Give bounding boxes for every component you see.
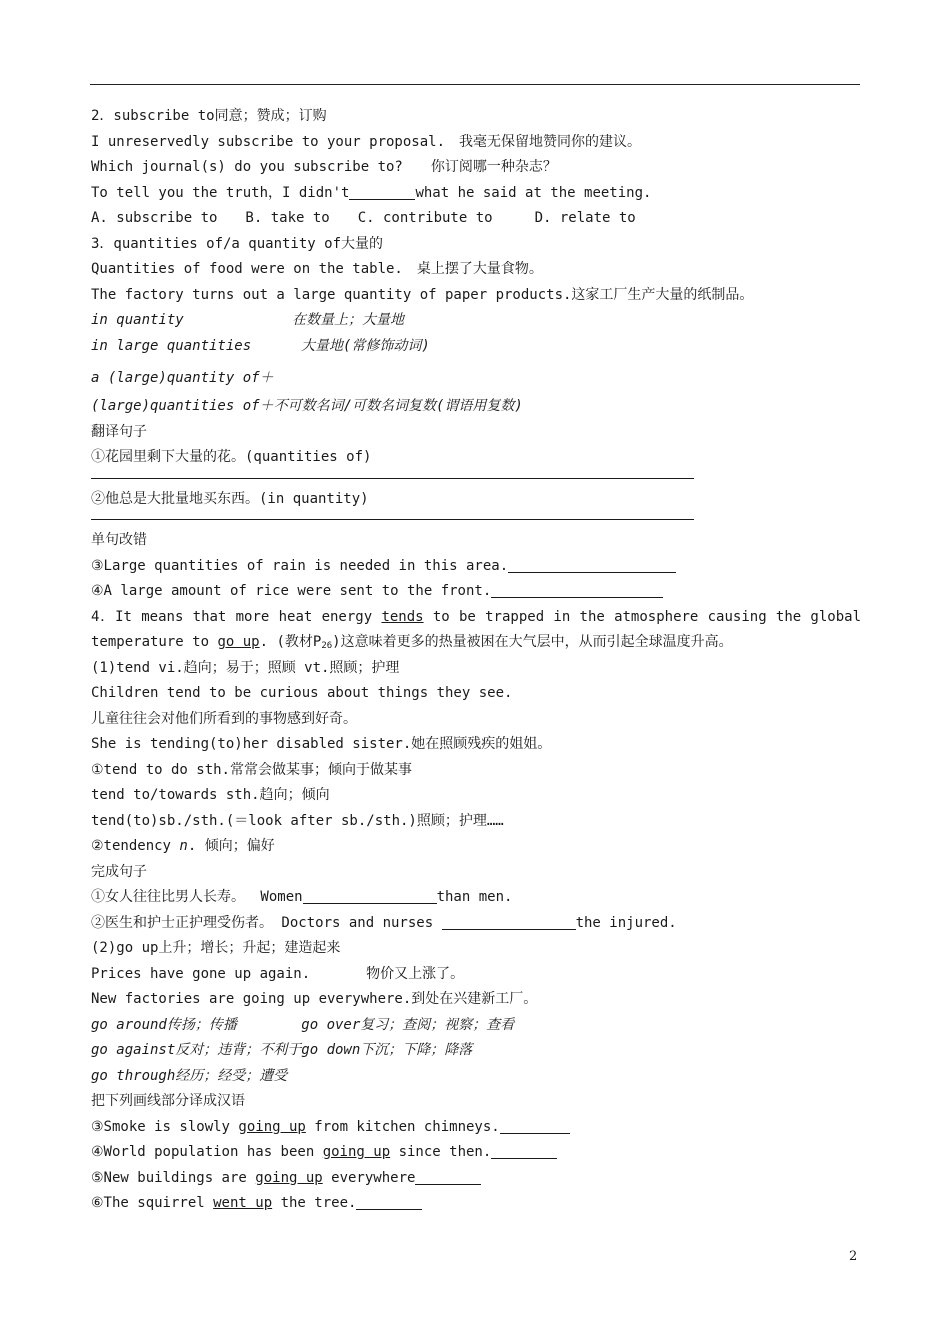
- translation-question: ④World population has been going up since then.: [91, 1140, 861, 1166]
- example-sentence: New factories are going up everywhere.到处在兴建新工厂。: [91, 991, 538, 1007]
- underlined-word: go up: [217, 634, 260, 650]
- example-sentence: Children tend to be curious about things they see.: [91, 685, 513, 701]
- answer-blank[interactable]: [508, 557, 676, 573]
- exercise-options: A. subscribe to B. take to C. contribute to D. relate to: [91, 210, 636, 226]
- usage-pattern: (large)quantities of＋不可数名词/可数名词复数(谓语用复数): [91, 398, 523, 414]
- translation-question: ⑤New buildings are going up everywhere: [91, 1166, 861, 1192]
- underlined-phrase: going up: [238, 1118, 306, 1135]
- exercise-question: To tell you the truth，I didn't what he said at the meeting.: [91, 184, 652, 201]
- word-definition: (1)tend vi.趋向；易于；照顾 vt.照顾；护理: [91, 659, 400, 676]
- completion-question: ①女人往往比男人长寿。 Women than men.: [91, 889, 513, 905]
- exercise-title: 把下列画线部分译成汉语: [91, 1093, 245, 1109]
- underlined-word: tends: [381, 608, 424, 625]
- exercise-title: 翻译句子: [91, 423, 147, 440]
- translation-question: ①花园里剩下大量的花。(quantities of): [91, 449, 372, 465]
- underlined-phrase: went up: [213, 1195, 273, 1211]
- example-sentence: The factory turns out a large quantity of paper products.这家工厂生产大量的纸制品。: [91, 286, 754, 303]
- usage-note: tend to/towards sth.趋向；倾向: [91, 787, 330, 803]
- translation-question: ⑥The squirrel went up the tree.: [91, 1191, 861, 1217]
- underlined-phrase: going up: [255, 1169, 323, 1186]
- translation-question: ②他总是大批量地买东西。(in quantity): [91, 490, 369, 507]
- answer-blank[interactable]: [491, 582, 663, 598]
- section-2-heading: 2．subscribe to同意；赞成；订购: [91, 108, 327, 124]
- example-sentence: Which journal(s) do you subscribe to? 你订阅哪一种杂志？: [91, 159, 557, 175]
- answer-blank[interactable]: [491, 1143, 557, 1159]
- underlined-phrase: going up: [322, 1144, 391, 1160]
- example-translation: 儿童往往会对他们所看到的事物感到好奇。: [91, 710, 357, 727]
- example-sentence: Prices have gone up again. 物价又上涨了。: [91, 965, 465, 982]
- usage-note: tend(to)sb./sth.(＝look after sb./sth.)照顾；护理……: [91, 812, 504, 829]
- correction-question: ③Large quantities of rain is needed in this area.: [91, 554, 861, 580]
- section-3-heading: 3．quantities of/a quantity of大量的: [91, 235, 384, 252]
- usage-note: ②tendency n. 倾向；偏好: [91, 838, 275, 854]
- answer-blank[interactable]: [356, 1194, 422, 1210]
- completion-question: ②医生和护士正护理受伤者。 Doctors and nurses the injured.: [91, 914, 677, 931]
- header-rule: [90, 84, 860, 85]
- translation-question: ③Smoke is slowly going up from kitchen chimneys.: [91, 1115, 861, 1141]
- answer-line[interactable]: [91, 512, 861, 528]
- answer-blank[interactable]: [415, 1169, 481, 1185]
- example-sentence: Quantities of food were on the table. 桌上摆了大量食物。: [91, 261, 543, 277]
- answer-blank[interactable]: [303, 888, 437, 904]
- answer-line[interactable]: [91, 471, 861, 487]
- section-4-heading-cont: temperature to go up. (教材$P_{26}$)这意味着更多的热量被困在大气层中，从而引起全球温度升高。: [91, 634, 733, 651]
- answer-blank[interactable]: [349, 184, 415, 200]
- correction-question: ④A large amount of rice were sent to the front.: [91, 579, 861, 605]
- exercise-title: 单句改错: [91, 532, 147, 548]
- phrase-entry: go around传扬；传播 go over复习；查阅；视察；查看: [91, 1016, 515, 1033]
- example-sentence: I unreservedly subscribe to your proposal. 我毫无保留地赞同你的建议。: [91, 133, 642, 150]
- usage-note: ①tend to do sth.常常会做某事；倾向于做某事: [91, 761, 412, 778]
- answer-blank[interactable]: [500, 1118, 570, 1134]
- page-number: 2: [849, 1249, 858, 1264]
- exercise-title: 完成句子: [91, 863, 147, 880]
- phrase-entry: in quantity 在数量上；大量地: [91, 312, 404, 328]
- example-sentence: She is tending(to)her disabled sister.她在照顾残疾的姐姐。: [91, 736, 552, 752]
- phrase-entry: in large quantities 大量地(常修饰动词): [91, 337, 430, 354]
- answer-blank[interactable]: [442, 914, 576, 930]
- phrase-entry: go through经历；经受；遭受: [91, 1067, 288, 1084]
- word-definition: (2)go up上升；增长；升起；建造起来: [91, 940, 341, 956]
- phrase-entry: go against反对；违背；不利于go down下沉；下降；降落: [91, 1042, 473, 1058]
- section-4-heading: 4．It means that more heat energy tends to be trapped in the atmosphere causing the global: [91, 608, 861, 625]
- page-content: [91, 104, 861, 1217]
- usage-pattern: a (large)quantity of＋: [91, 370, 274, 386]
